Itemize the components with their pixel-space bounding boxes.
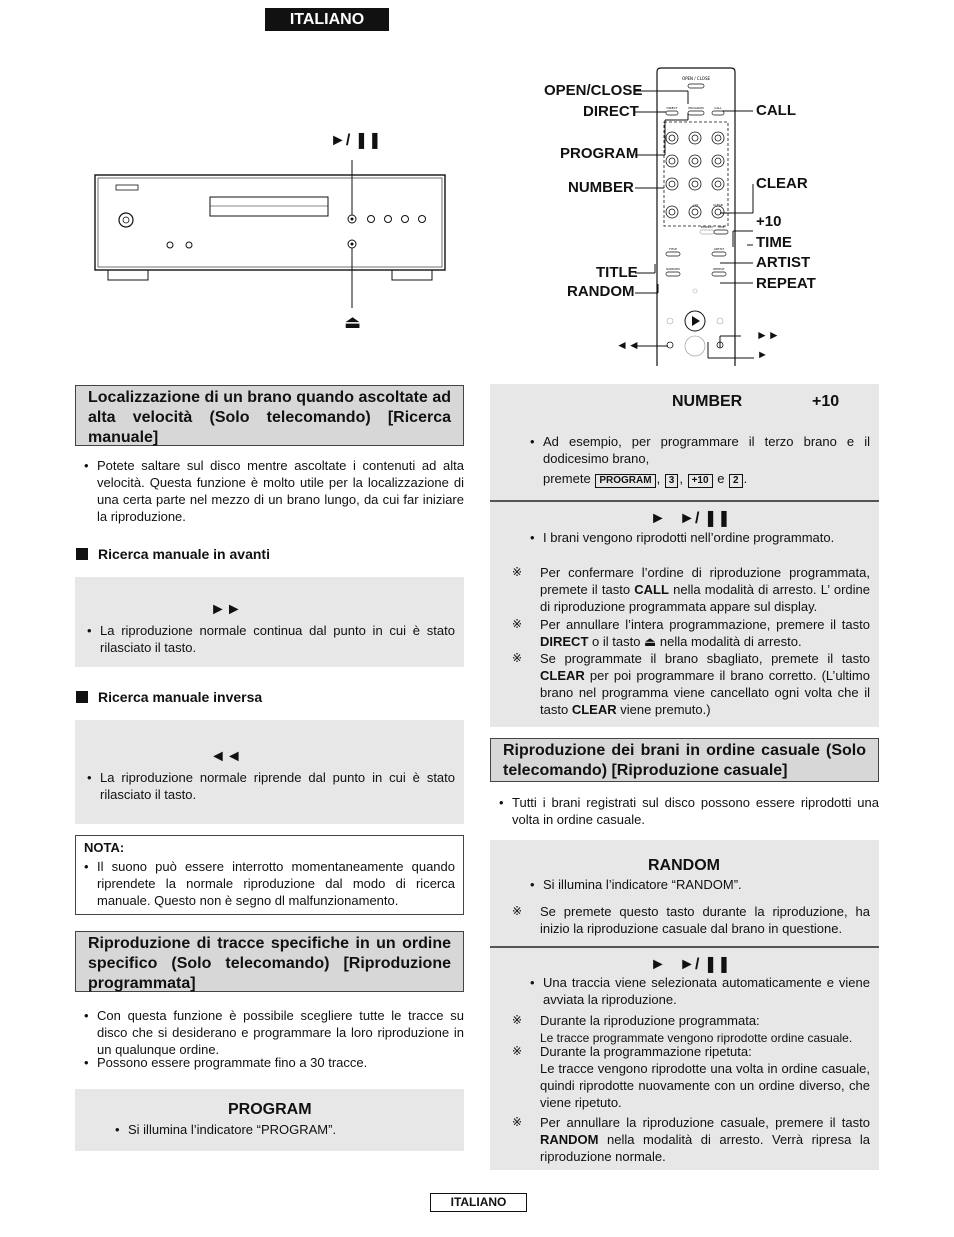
program-step-3-bullet: • I brani vengono riprodotti nell’ordine programmato. xyxy=(530,529,870,546)
note-text: o il tasto ⏏ nella modalità di arresto. xyxy=(592,634,802,649)
rewind-key-icon: ◄◄ xyxy=(210,748,242,765)
note-text: Per annullare l’intera programmazione, premere il tasto xyxy=(540,617,870,632)
note-symbol: ※ xyxy=(512,904,523,918)
label-plus10: +10 xyxy=(756,213,782,230)
front-panel-figure xyxy=(90,130,490,340)
note-text: Se premete questo tasto durante la riproduzione, ha inizio la riproduzione casuale dal brano in questione. xyxy=(540,904,870,936)
random-note-3 xyxy=(512,1114,870,1165)
nota-title: NOTA: xyxy=(84,840,125,855)
play-pause-icon: ►/ ❚❚ xyxy=(330,132,382,149)
nota-box xyxy=(75,835,464,915)
fast-forward-key-icon: ►► xyxy=(210,601,242,618)
and-text: e xyxy=(717,471,725,486)
note-text: Durante la riproduzione programmata: xyxy=(540,1013,760,1028)
note-text: Durante la programmazione ripetuta: xyxy=(540,1044,752,1059)
remote-mini-label: TIME xyxy=(717,225,725,229)
plus10-key-label: +10 xyxy=(812,393,840,410)
kbd-plus10: +10 xyxy=(688,474,713,488)
note-text: Per annullare la riproduzione casuale, premere il tasto xyxy=(540,1115,870,1130)
call-key-text: CALL xyxy=(634,582,669,597)
note-text: nella modalità di arresto. Verrà ripresa la riproduzione normale. xyxy=(540,1132,870,1164)
random-key-label: RANDOM xyxy=(648,857,720,874)
program-key-label: PROGRAM xyxy=(228,1101,312,1118)
note-symbol: ※ xyxy=(512,1013,523,1027)
note-text: viene premuto.) xyxy=(620,702,711,717)
kbd-2: 2 xyxy=(729,474,743,488)
forward-search-step xyxy=(75,577,464,667)
note-symbol: ※ xyxy=(512,1044,523,1058)
play-keys-icon: ► ►/ ❚❚ xyxy=(650,510,731,527)
program-intro-2: • Possono essere programmate fino a 30 tracce. xyxy=(84,1054,464,1071)
footer-language-tag: ITALIANO xyxy=(430,1193,527,1212)
forward-search-bullet: • La riproduzione normale continua dal punto in cui è stato rilasciato il tasto. xyxy=(87,622,455,656)
random-play-keys-icon: ► ►/ ❚❚ xyxy=(650,956,731,973)
language-tag: ITALIANO xyxy=(265,8,389,31)
remote-mini-label: REPEAT xyxy=(713,267,725,271)
label-number: NUMBER xyxy=(568,179,634,196)
program-play-heading: Riproduzione di tracce specifiche in un ordine specifico (Solo telecomando) [Riproduzione programmata] xyxy=(75,931,464,992)
fast-forward-icon: ►► xyxy=(756,328,780,342)
random-step-2 xyxy=(490,948,879,1170)
label-call: CALL xyxy=(756,102,796,119)
program-step-3 xyxy=(490,502,879,727)
label-open-close: OPEN/CLOSE xyxy=(544,82,643,99)
label-repeat: REPEAT xyxy=(756,275,816,292)
label-title: TITLE xyxy=(596,264,638,281)
note-text: Le tracce programmate vengono riprodotte ordine casuale. xyxy=(540,1031,853,1045)
note-text: per poi programmare il brano corretto. (L’ultimo brano nel programma viene cancellato ogni volta che il tasto xyxy=(540,668,870,717)
rewind-icon: ◄◄ xyxy=(616,338,640,352)
remote-mini-label: DISPLAY xyxy=(700,225,714,229)
note-symbol: ※ xyxy=(512,617,523,631)
remote-mini-label: PROGRAM xyxy=(688,106,704,110)
cd-player-drawing xyxy=(90,130,490,340)
remote-text-open-close: OPEN / CLOSE xyxy=(681,76,711,81)
program-step-1 xyxy=(75,1089,464,1151)
random-play-heading: Riproduzione dei brani in ordine casuale (Solo telecomando) [Riproduzione casuale] xyxy=(490,738,879,782)
manual-search-intro: • Potete saltare sul disco mentre ascoltate i contenuti ad alta velocità. Questa funzione è molto utile per la localizzazione di una certa parte nel mezzo di un brano lungo, da cui far iniziare la riproduzione. xyxy=(84,457,464,525)
label-random: RANDOM xyxy=(567,283,635,300)
note-symbol: ※ xyxy=(512,651,523,665)
random-note-2 xyxy=(512,1043,870,1111)
random-step-1-note xyxy=(512,903,870,937)
forward-search-subhead: Ricerca manuale in avanti xyxy=(76,545,270,563)
clear-key-text: CLEAR xyxy=(540,668,585,683)
remote-mini-label: CLEAR xyxy=(713,203,723,207)
number-key-label: NUMBER xyxy=(672,393,743,410)
note-symbol: ※ xyxy=(512,565,523,579)
remote-mini-label: TITLE xyxy=(668,247,678,251)
program-intro-1: • Con questa funzione è possibile scegliere tutte le tracce su disco che si desiderano e programmare la loro riproduzione in un qualunque ordine. xyxy=(84,1007,464,1058)
label-program: PROGRAM xyxy=(560,145,639,162)
reverse-search-step xyxy=(75,720,464,824)
program-step-1-bullet: • Si illumina l’indicatore “PROGRAM”. xyxy=(115,1121,445,1138)
clear-key-text: CLEAR xyxy=(571,702,617,717)
random-step-1 xyxy=(490,840,879,946)
label-artist: ARTIST xyxy=(756,254,811,271)
program-step-2-keys: premete PROGRAM , 3 , +10 e 2 . xyxy=(543,471,748,486)
program-step-2-bullet: • Ad esempio, per programmare il terzo brano e il dodicesimo brano, xyxy=(530,433,870,467)
program-note-2 xyxy=(512,616,870,650)
remote-mini-label: +10 xyxy=(691,203,699,207)
press-text: premete xyxy=(543,471,591,486)
random-intro: • Tutti i brani registrati sul disco possono essere riprodotti una volta in ordine casuale. xyxy=(499,794,879,828)
random-step-1-bullet: • Si illumina l’indicatore “RANDOM”. xyxy=(530,876,870,893)
program-note-3 xyxy=(512,650,870,718)
reverse-search-subhead: Ricerca manuale inversa xyxy=(76,688,262,706)
remote-mini-label: CALL xyxy=(714,106,722,110)
note-text: Per confermare l’ordine di riproduzione programmata, premete il tasto xyxy=(540,565,870,597)
remote-mini-label: RANDOM xyxy=(666,267,680,271)
note-text: nella modalità di arresto. L’ ordine di riproduzione programmata appare sul display. xyxy=(540,582,870,614)
label-time: TIME xyxy=(756,234,792,251)
kbd-3: 3 xyxy=(665,474,679,488)
manual-search-heading: Localizzazione di un brano quando ascoltate ad alta velocità (Solo telecomando) [Ricerca manuale] xyxy=(75,385,464,446)
remote-mini-label: DIRECT xyxy=(666,106,678,110)
note-text: Se programmate il brano sbagliato, premete il tasto xyxy=(540,651,870,666)
play-icon: ► xyxy=(757,349,768,361)
random-step-2-bullet: • Una traccia viene selezionata automaticamente e viene avviata la riproduzione. xyxy=(530,974,870,1008)
kbd-program: PROGRAM xyxy=(595,474,655,488)
random-key-text: RANDOM xyxy=(540,1132,599,1147)
label-clear: CLEAR xyxy=(756,175,808,192)
label-direct: DIRECT xyxy=(583,103,639,120)
note-text: Le tracce vengono riprodotte una volta in ordine casuale, quindi riprodotte nuovamente con un ordine diverso, che viene ripetuto. xyxy=(540,1061,870,1110)
program-note-1 xyxy=(512,564,870,615)
note-symbol: ※ xyxy=(512,1115,523,1129)
random-note-1 xyxy=(512,1012,870,1047)
program-step-2 xyxy=(490,384,879,500)
remote-mini-label: ARTIST xyxy=(713,247,725,251)
reverse-search-bullet: • La riproduzione normale riprende dal punto in cui è stato rilasciato il tasto. xyxy=(87,769,455,803)
nota-text: • Il suono può essere interrotto momentaneamente quando riprendete la normale riproduzione dal modo di ricerca manuale. Questo non è segno dl malfunzionamento. xyxy=(84,858,455,909)
eject-icon: ⏏ xyxy=(344,312,362,332)
direct-key-text: DIRECT xyxy=(540,634,589,649)
